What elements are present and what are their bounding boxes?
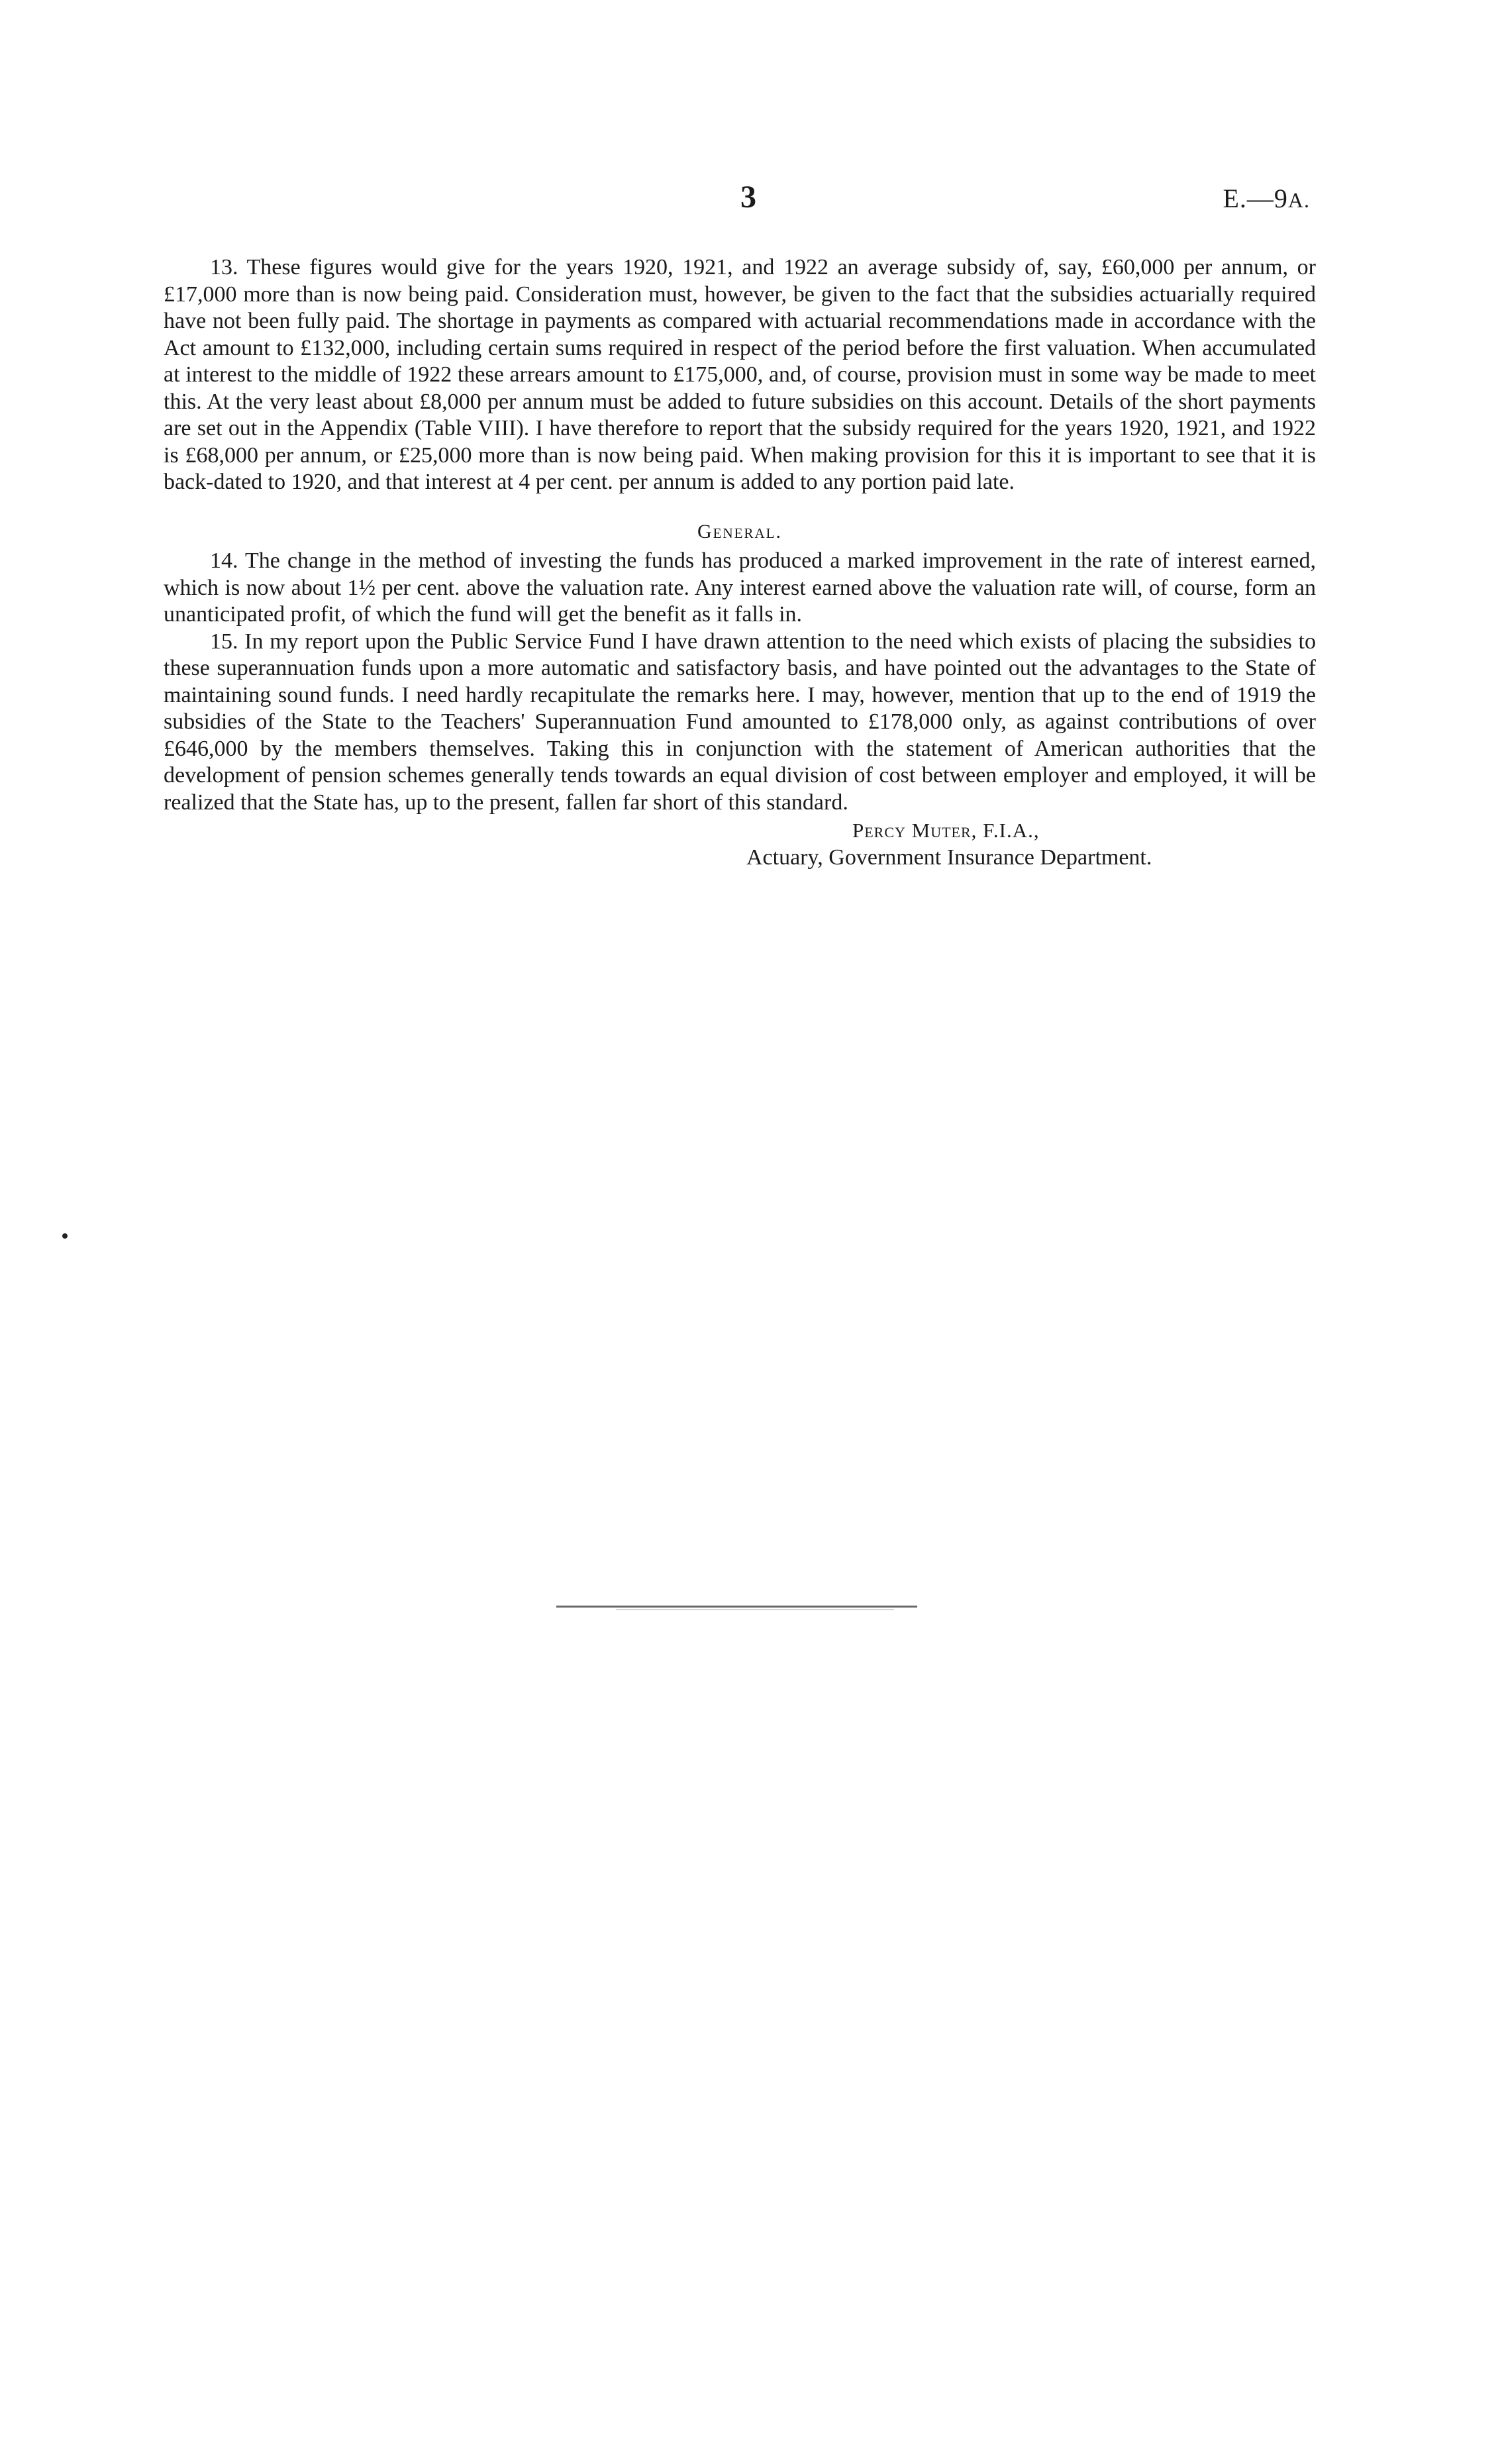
signatory-title: Actuary, Government Insurance Department.	[746, 845, 1152, 870]
paragraph-13: 13. These figures would give for the years 1920, 1921, and 1922 an average subsidy of, say, £60,000 per annum, or £17,000 more than is now being paid. Consideration must, however, be given to the fact that the subsidies actuarially required have not been fully paid. The shortage in payments as compared with actuarial recommendations made in accordance with the Act amount to £132,000, including certain sums required in respect of the period before the first valuation. When accumulated at interest to the middle of 1922 these arrears amount to £175,000, and, of course, provision must in some way be made to meet this. At the very least about £8,000 per annum must be added to future subsidies on this account. Details of the short payments are set out in the Appendix (Table VIII). I have therefore to report that the subsidy required for the years 1920, 1921, and 1922 is £68,000 per annum, or £25,000 more than is now being paid. When making provision for this it is important to see that it is back-dated to 1920, and that interest at 4 per cent. per annum is added to any portion paid late.	[164, 255, 1316, 494]
signatory-name: Percy Muter, F.I.A.,	[852, 819, 1040, 842]
signature-block	[164, 817, 1316, 871]
document-code-main: E.—9	[1223, 183, 1288, 213]
page-number: 3	[740, 180, 756, 215]
margin-speck	[62, 1233, 68, 1239]
paragraph-15: 15. In my report upon the Public Service Fund I have drawn attention to the need which exists of placing the subsidies to these superannuation funds upon a more automatic and satisfactory basis, and have pointed out the advantages to the State of maintaining sound funds. I need hardly recapitulate the remarks here. I may, however, mention that up to the end of 1919 the subsidies of the State to the Teachers' Superannuation Fund amounted to £178,000 only, as against contributions of over £646,000 by the members themselves. Taking this in conjunction with the statement of American authorities that the development of pension schemes generally tends towards an equal division of cost between employer and employed, it will be realized that the State has, up to the present, fallen far short of this standard.	[164, 629, 1316, 815]
end-rule	[556, 1606, 917, 1608]
section-heading-general: General.	[697, 520, 782, 542]
document-code	[1223, 183, 1310, 214]
document-code-suffix: A.	[1287, 188, 1310, 212]
body-text	[164, 254, 1316, 871]
paragraph-14: 14. The change in the method of investing the funds has produced a marked improvement in the rate of interest earned, which is now about 1½ per cent. above the valuation rate. Any interest earned above the valuation rate will, of course, form an unanticipated profit, of which the fund will get the benefit as it falls in.	[164, 548, 1316, 627]
